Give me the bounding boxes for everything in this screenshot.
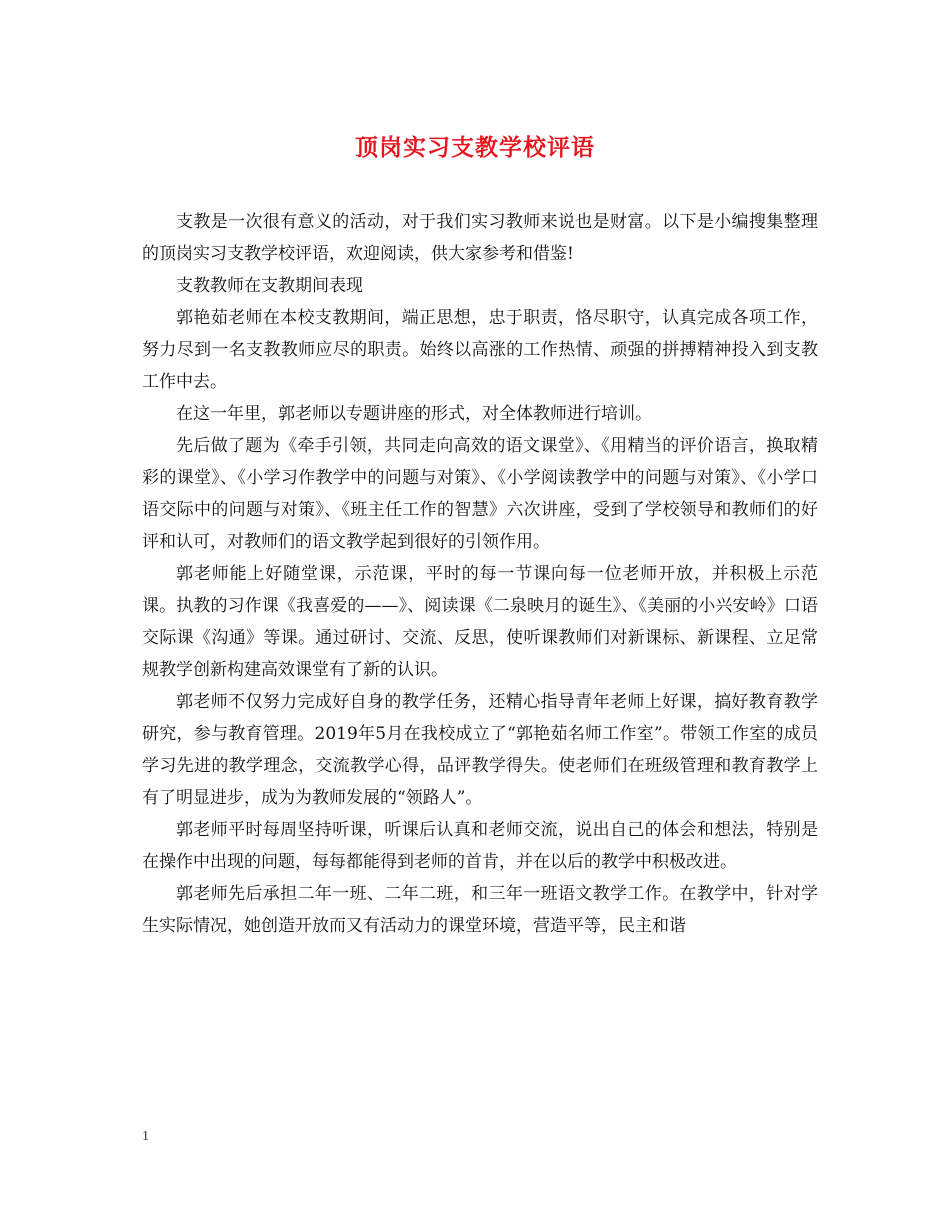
paragraph-section-heading: 支教教师在支教期间表现	[176, 276, 363, 296]
paragraph-lectures: 先后做了题为《牵手引领，共同走向高效的语文课堂》、《用精当的评价语言，换取精彩的课堂》、《小学习作教学中的问题与对策》、《小学阅读教学中的问题与对策》、《小学口语交际中的问题与对策》、《班主任工作的智慧》六次讲座，受到了学校领导和教师们的好评和认可，对教师们的语文教学起到很好的引领作用。	[142, 436, 818, 552]
paragraph-training: 在这一年里，郭老师以专题讲座的形式，对全体教师进行培训。	[176, 404, 652, 424]
paragraph-demo-lessons: 郭老师能上好随堂课，示范课，平时的每一节课向每一位老师开放，并积极上示范课。执教的习作课《我喜爱的——》、阅读课《二泉映月的诞生》、《美丽的小兴安岭》口语交际课《沟通》等课。通过研讨、交流、反思，使听课教师们对新课标、新课程、立足常规教学创新构建高效课堂有了新的认识。	[142, 564, 818, 680]
document-title: 顶岗实习支教学校评语	[355, 134, 595, 161]
paragraph-mentoring: 郭老师不仅努力完成好自身的教学任务，还精心指导青年老师上好课，搞好教育教学研究，参与教育管理。2019年5月在我校成立了“郭艳茹名师工作室”。带领工作室的成员学习先进的教学理念，交流教学心得，品评教学得失。使老师们在班级管理和教育教学上有了明显进步，成为为教师发展的“领路人”。	[142, 692, 818, 808]
paragraph-teaching: 郭老师先后承担二年一班、二年二班，和三年一班语文教学工作。在教学中，针对学生实际情况，她创造开放而又有活动力的课堂环境，营造平等，民主和谐	[142, 884, 818, 936]
page-number: 1	[142, 1129, 149, 1144]
paragraph-performance: 郭艳茹老师在本校支教期间，端正思想，忠于职责，恪尽职守，认真完成各项工作，努力尽到一名支教教师应尽的职责。始终以高涨的工作热情、顽强的拼搏精神投入到支教工作中去。	[142, 308, 818, 392]
paragraph-intro: 支教是一次很有意义的活动，对于我们实习教师来说也是财富。以下是小编搜集整理的顶岗实习支教学校评语，欢迎阅读，供大家参考和借鉴!	[142, 212, 818, 264]
document-body	[142, 206, 818, 942]
paragraph-observation: 郭老师平时每周坚持听课，听课后认真和老师交流，说出自己的体会和想法，特别是在操作中出现的问题，每每都能得到老师的首肯，并在以后的教学中积极改进。	[142, 820, 818, 872]
